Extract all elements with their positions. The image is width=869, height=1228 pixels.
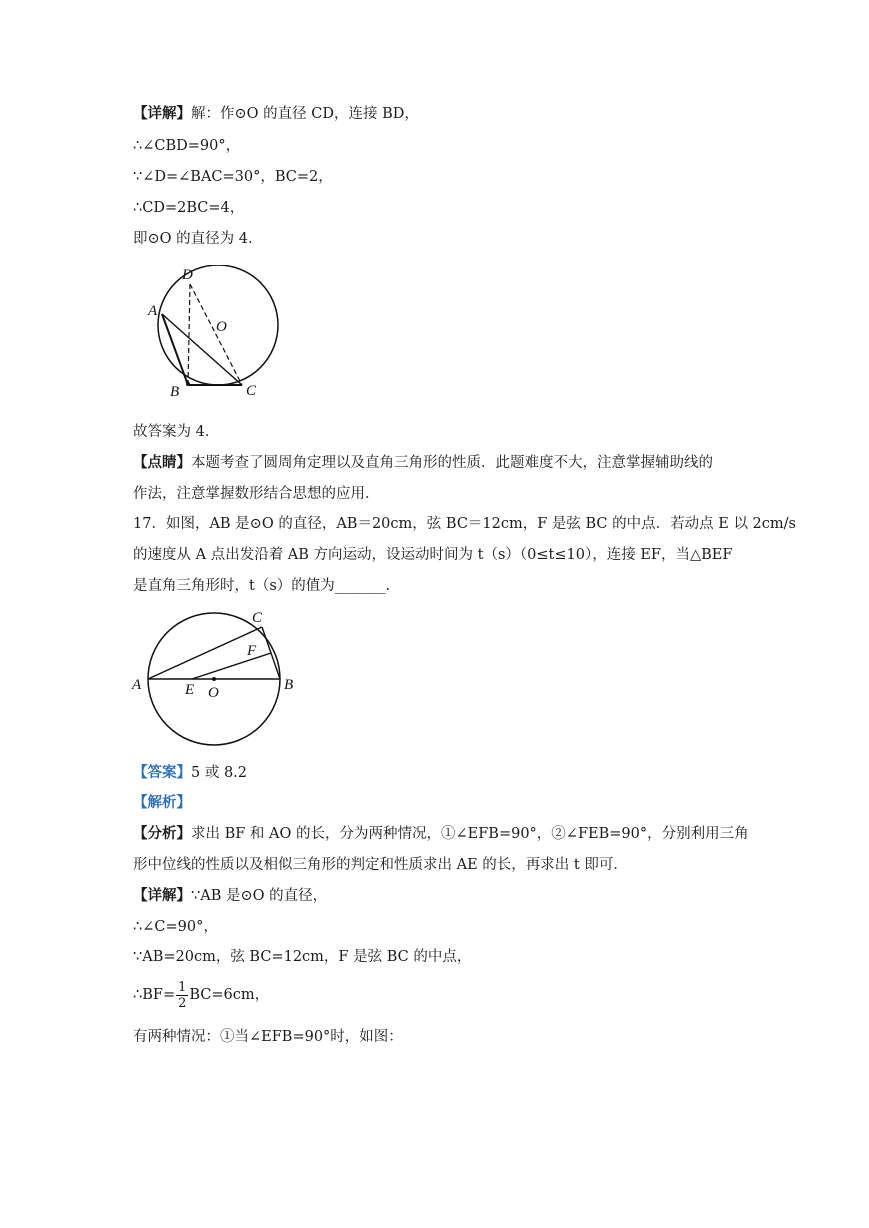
step-line: 即⊙O 的直径为 4． — [133, 231, 263, 247]
label-o: O — [208, 685, 219, 701]
step-line: ∴CD=2BC=4， — [133, 200, 245, 216]
label-c: C — [252, 610, 263, 626]
analysis-heading: 【解析】 — [133, 795, 191, 811]
fraction-denominator: 2 — [178, 995, 187, 1011]
label-b: B — [170, 384, 180, 400]
detail-line-2 — [133, 886, 327, 906]
case-line: 有两种情况：①当∠EFB=90°时，如图： — [133, 1029, 403, 1045]
answer-line: 故答案为 4． — [133, 424, 220, 440]
label-b: B — [284, 677, 294, 693]
bf-label: ∴BF= — [133, 987, 176, 1003]
point-b — [186, 382, 190, 386]
detail-line-1 — [133, 104, 419, 124]
analysis-text: 求出 BF 和 AO 的长，分为两种情况，①∠EFB=90°，②∠FEB=90°，分别利用三角 — [191, 826, 749, 842]
label-o: O — [216, 319, 227, 335]
question-17-line-1: 17．如图，AB 是⊙O 的直径，AB＝20cm，弦 BC＝12cm，F 是弦 BC 的中点．若动点 E 以 2cm/s — [133, 516, 796, 532]
detail-tag: 【详解】 — [133, 106, 191, 122]
figure-circle-abef — [128, 604, 303, 750]
detail-text: ∵AB 是⊙O 的直径， — [191, 888, 328, 904]
label-c: C — [246, 383, 257, 399]
detail-text: 解：作⊙O 的直径 CD，连接 BD， — [191, 106, 419, 122]
label-f: F — [247, 643, 257, 659]
point-o — [212, 677, 216, 681]
question-17-line-3: 是直角三角形时，t（s）的值为_______． — [133, 578, 401, 594]
figure-circle-diameter-cd — [140, 265, 280, 400]
step-line: ∵AB=20cm，弦 BC=12cm，F 是弦 BC 的中点， — [133, 949, 472, 965]
step-line-fraction — [133, 978, 269, 1012]
answer-text: 5 或 8.2 — [191, 765, 248, 781]
segment-ef — [192, 653, 271, 679]
step-line: ∵∠D=∠BAC=30°，BC=2， — [133, 169, 333, 185]
answer-line — [133, 763, 247, 783]
comment-line-1 — [133, 453, 713, 473]
label-e: E — [185, 682, 195, 698]
bc-result: BC=6cm， — [189, 987, 270, 1003]
answer-tag: 【答案】 — [133, 765, 191, 781]
analysis-tag: 【分析】 — [133, 826, 191, 842]
dashed-line-db — [188, 284, 190, 385]
question-17-line-2: 的速度从 A 点出发沿着 AB 方向运动，设运动时间为 t（s）（0≤t≤10），连接 EF，当△BEF — [133, 547, 733, 563]
step-line: ∴∠CBD=90°， — [133, 138, 241, 154]
fraction-one-half — [176, 980, 188, 1011]
analysis-line-2: 形中位线的性质以及相似三角形的判定和性质求出 AE 的长，再求出 t 即可． — [133, 857, 628, 873]
comment-text: 本题考查了圆周角定理以及直角三角形的性质．此题难度不大，注意掌握辅助线的 — [191, 455, 713, 471]
comment-tag: 【点睛】 — [133, 455, 191, 471]
label-d: D — [182, 267, 193, 283]
analysis-line-1 — [133, 824, 749, 844]
detail-tag: 【详解】 — [133, 888, 191, 904]
fraction-numerator: 1 — [178, 979, 187, 995]
label-a: A — [132, 677, 142, 693]
label-a: A — [148, 303, 158, 319]
comment-line-2: 作法，注意掌握数形结合思想的应用． — [133, 486, 380, 502]
step-line: ∴∠C=90°， — [133, 919, 218, 935]
